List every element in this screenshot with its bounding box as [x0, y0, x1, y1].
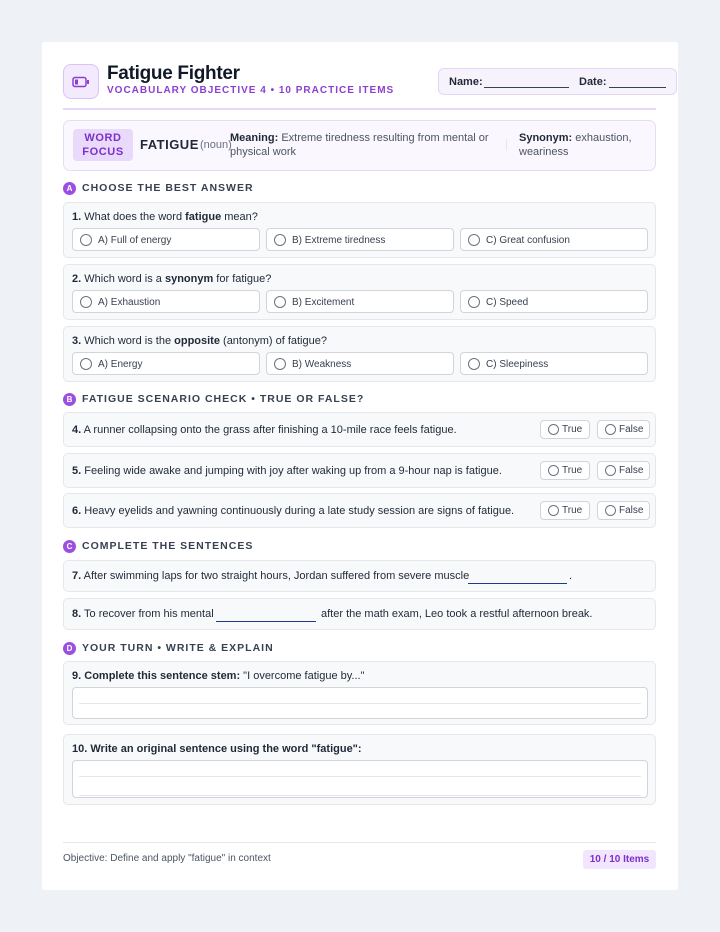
- option-label: C) Great confusion: [486, 235, 570, 246]
- section-letter-badge: C: [63, 540, 76, 553]
- name-field[interactable]: [484, 87, 569, 88]
- sentence-after: after the math exam, Leo took a restful afternoon break.: [321, 608, 593, 620]
- option-label: B) Weakness: [292, 359, 352, 370]
- write-question-9: [63, 661, 656, 725]
- item-count-badge: 10 / 10 Items: [583, 850, 656, 869]
- prompt-bold: Write an original sentence using the word "fatigue":: [90, 743, 362, 755]
- section-a-header: [63, 181, 254, 195]
- question-number: 4.: [72, 424, 82, 436]
- section-letter-badge: D: [63, 642, 76, 655]
- question-3-card: [63, 326, 656, 382]
- statement: Heavy eyelids and yawning continuously during a late study session are signs of fatigue.: [84, 505, 515, 517]
- false-option[interactable]: [597, 461, 650, 480]
- radio-icon[interactable]: [548, 465, 559, 476]
- footer-divider: [63, 842, 656, 843]
- question-keyword: synonym: [164, 273, 214, 285]
- question-pre: Which word is the: [84, 335, 175, 347]
- answer-writing-area[interactable]: [72, 760, 648, 798]
- option-label: A) Exhaustion: [98, 297, 161, 308]
- synonym-text: [519, 131, 644, 159]
- question-number: 2.: [72, 273, 82, 285]
- question-number: 9.: [72, 670, 82, 682]
- question-number: 1.: [72, 211, 82, 223]
- prompt-text: [72, 670, 365, 682]
- question-text: [72, 335, 327, 347]
- section-title: COMPLETE THE SENTENCES: [82, 540, 254, 552]
- section-d-header: [63, 641, 274, 655]
- part-of-speech: (noun): [200, 139, 232, 151]
- statement-text: [72, 465, 502, 477]
- question-post: for fatigue?: [213, 273, 272, 285]
- question-2-card: [63, 264, 656, 320]
- worksheet-header: [63, 63, 656, 109]
- section-c-header: [63, 539, 253, 553]
- true-option[interactable]: [540, 420, 590, 439]
- prompt-text: [72, 743, 362, 755]
- radio-icon[interactable]: [468, 234, 480, 246]
- option-c[interactable]: [460, 228, 648, 251]
- statement: A runner collapsing onto the grass after finishing a 10-mile race feels fatigue.: [83, 424, 457, 436]
- section-letter-badge: B: [63, 393, 76, 406]
- question-pre: What does the word: [84, 211, 186, 223]
- radio-icon[interactable]: [548, 505, 559, 516]
- question-number: 5.: [72, 465, 82, 477]
- meaning-value: Extreme tiredness resulting from mental or physical work: [230, 132, 489, 158]
- statement-text: [72, 505, 514, 517]
- name-label: Name:: [449, 76, 483, 88]
- false-option[interactable]: [597, 501, 650, 520]
- true-option[interactable]: [540, 461, 590, 480]
- question-number: 10.: [72, 743, 88, 755]
- writing-rule: [79, 776, 641, 777]
- option-b[interactable]: [266, 352, 454, 375]
- false-label: False: [619, 424, 644, 435]
- section-letter-badge: A: [63, 182, 76, 195]
- radio-icon[interactable]: [80, 358, 92, 370]
- radio-icon[interactable]: [274, 296, 286, 308]
- answer-blank[interactable]: [216, 621, 316, 622]
- answer-blank[interactable]: [468, 583, 567, 584]
- question-number: 3.: [72, 335, 82, 347]
- date-field[interactable]: [609, 87, 666, 88]
- prompt-bold: Complete this sentence stem:: [84, 670, 241, 682]
- tf-question-6: [63, 493, 656, 528]
- question-keyword: fatigue: [185, 211, 222, 223]
- true-label: True: [562, 505, 583, 516]
- option-c[interactable]: [460, 352, 648, 375]
- tf-question-5: [63, 453, 656, 488]
- sentence-question-7: [63, 560, 656, 592]
- question-keyword: opposite: [174, 335, 220, 347]
- writing-rule: [79, 795, 641, 796]
- option-label: C) Speed: [486, 297, 529, 308]
- true-label: True: [562, 424, 583, 435]
- word-focus-panel: [63, 120, 656, 171]
- false-label: False: [619, 465, 644, 476]
- option-label: A) Full of energy: [98, 235, 172, 246]
- option-label: B) Extreme tiredness: [292, 235, 386, 246]
- question-pre: Which word is a: [84, 273, 165, 285]
- sentence-question-8: [63, 598, 656, 630]
- synonym-label: Synonym:: [519, 132, 573, 144]
- worksheet-page: [42, 42, 678, 890]
- radio-icon[interactable]: [468, 358, 480, 370]
- section-title: FATIGUE SCENARIO CHECK • TRUE OR FALSE?: [82, 393, 365, 405]
- page-subtitle: VOCABULARY OBJECTIVE 4 • 10 PRACTICE ITEMS: [107, 85, 395, 96]
- option-label: A) Energy: [98, 359, 143, 370]
- radio-icon[interactable]: [80, 234, 92, 246]
- synonym-value: exhaustion, weariness: [519, 132, 632, 158]
- radio-icon[interactable]: [274, 358, 286, 370]
- write-question-10: [63, 734, 656, 805]
- statement-text: [72, 424, 457, 436]
- true-label: True: [562, 465, 583, 476]
- focus-divider: [506, 139, 507, 151]
- option-a[interactable]: [72, 228, 260, 251]
- prompt-rest: "I overcome fatigue by...": [240, 670, 365, 682]
- sentence-text: [72, 570, 469, 582]
- page-title: Fatigue Fighter: [107, 63, 240, 84]
- name-date-box: [438, 68, 677, 95]
- sentence-before: After swimming laps for two straight hours, Jordan suffered from severe muscle: [83, 570, 470, 582]
- true-option[interactable]: [540, 501, 590, 520]
- focus-word: FATIGUE: [140, 137, 199, 152]
- tf-question-4: [63, 412, 656, 447]
- question-number: 6.: [72, 505, 82, 517]
- question-post: (antonym) of fatigue?: [219, 335, 327, 347]
- option-b[interactable]: [266, 290, 454, 313]
- badge-line-2: FOCUS: [82, 146, 124, 158]
- option-label: C) Sleepiness: [486, 359, 549, 370]
- question-number: 8.: [72, 608, 82, 620]
- option-a[interactable]: [72, 290, 260, 313]
- answer-writing-area[interactable]: [72, 687, 648, 719]
- section-b-header: [63, 392, 364, 406]
- question-text: [72, 273, 271, 285]
- header-divider: [63, 108, 656, 110]
- writing-rule: [79, 703, 641, 704]
- option-a[interactable]: [72, 352, 260, 375]
- badge-line-1: WORD: [84, 132, 122, 144]
- sentence-text: [72, 608, 214, 620]
- sentence-before: To recover from his mental: [84, 608, 214, 620]
- radio-icon[interactable]: [605, 424, 616, 435]
- option-c[interactable]: [460, 290, 648, 313]
- question-1-card: [63, 202, 656, 258]
- battery-icon: [63, 64, 99, 99]
- date-label: Date:: [579, 76, 607, 88]
- sentence-after: .: [569, 570, 573, 582]
- radio-icon[interactable]: [274, 234, 286, 246]
- footer-objective: Objective: Define and apply "fatigue" in context: [63, 853, 271, 864]
- meaning-label: Meaning:: [230, 132, 279, 144]
- false-label: False: [619, 505, 644, 516]
- statement: Feeling wide awake and jumping with joy after waking up from a 9-hour nap is fatigue.: [84, 465, 502, 477]
- question-text: [72, 211, 258, 223]
- false-option[interactable]: [597, 420, 650, 439]
- radio-icon[interactable]: [548, 424, 559, 435]
- section-title: CHOOSE THE BEST ANSWER: [82, 182, 254, 194]
- question-post: mean?: [221, 211, 258, 223]
- option-label: B) Excitement: [292, 297, 355, 308]
- radio-icon[interactable]: [605, 505, 616, 516]
- radio-icon[interactable]: [468, 296, 480, 308]
- question-number: 7.: [72, 570, 82, 582]
- radio-icon[interactable]: [605, 465, 616, 476]
- radio-icon[interactable]: [80, 296, 92, 308]
- meaning-text: [230, 131, 500, 159]
- word-focus-badge: [73, 129, 133, 161]
- section-title: YOUR TURN • WRITE & EXPLAIN: [82, 642, 274, 654]
- option-b[interactable]: [266, 228, 454, 251]
